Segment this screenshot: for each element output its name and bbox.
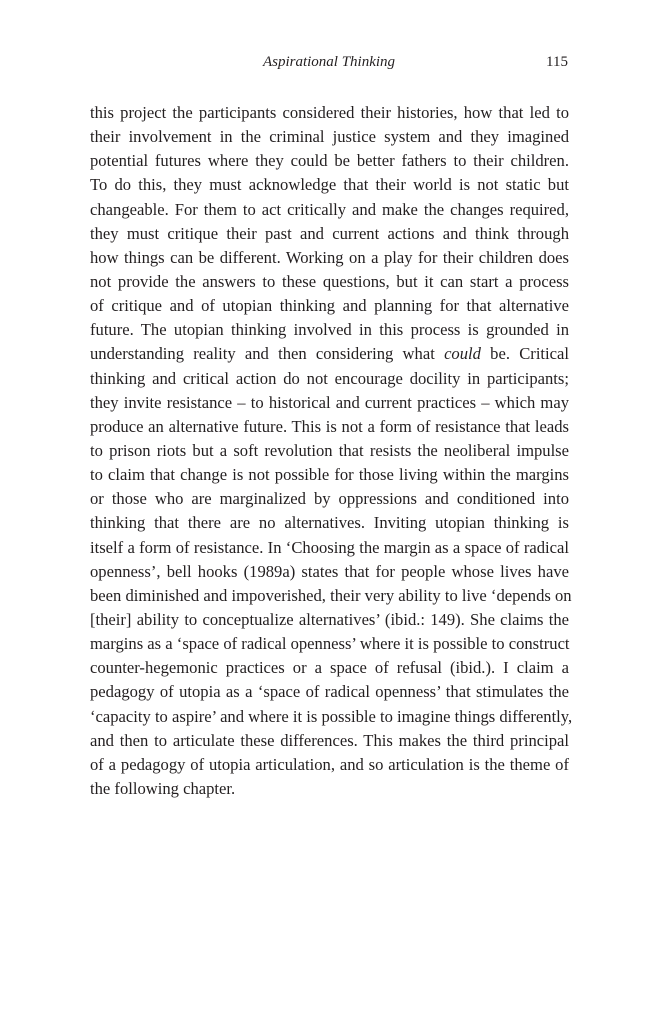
- running-title: Aspirational Thinking: [262, 54, 396, 70]
- text-line: or those who are marginalized by oppressions and conditioned into: [90, 489, 569, 509]
- text-line: potential futures where they could be better fathers to their children.: [90, 151, 569, 171]
- text-line: been diminished and impoverished, their very ability to live ‘depends on: [90, 585, 572, 605]
- page-number: 115: [546, 54, 568, 70]
- text-line: they must critique their past and current actions and think through: [90, 223, 569, 243]
- text-segment: understanding reality and then considering what: [90, 344, 445, 364]
- text-line: to claim that change is not possible for those living within the margins: [90, 465, 569, 485]
- running-header: [90, 52, 568, 72]
- text-line: margins as a ‘space of radical openness’ where it is possible to construct: [90, 634, 570, 654]
- text-line: openness’, bell hooks (1989a) states that for people whose lives have: [90, 561, 569, 581]
- text-line: their involvement in the criminal justice system and they imagined: [90, 127, 569, 147]
- text-line: of critique and of utopian thinking and planning for that alternative: [90, 296, 569, 316]
- text-line: produce an alternative future. This is not a form of resistance that leads: [90, 416, 569, 436]
- text-line: [their] ability to conceptualize alternatives’ (ibid.: 149). She claims the: [90, 609, 569, 629]
- text-line: they invite resistance – to historical and current practices – which may: [90, 392, 569, 412]
- text-line: how things can be different. Working on a play for their children does: [90, 247, 569, 267]
- text-line: changeable. For them to act critically and make the changes required,: [90, 199, 569, 219]
- body-paragraph: [90, 101, 573, 801]
- text-line: to prison riots but a soft revolution that resists the neoliberal impulse: [90, 440, 569, 460]
- text-line: thinking and critical action do not encourage docility in participants;: [90, 368, 569, 388]
- text-line: of a pedagogy of utopia articulation, and so articulation is the theme of: [90, 754, 569, 774]
- text-segment: be. Critical: [480, 344, 569, 364]
- text-line: thinking that there are no alternatives. Inviting utopian thinking is: [90, 513, 569, 533]
- emphasis-word: could: [444, 344, 481, 364]
- text-line: counter-hegemonic practices or a space of refusal (ibid.). I claim a: [90, 658, 569, 678]
- text-line: itself a form of resistance. In ‘Choosing the margin as a space of radical: [90, 537, 569, 557]
- text-line: To do this, they must acknowledge that their world is not static but: [90, 175, 569, 195]
- text-line: ‘capacity to aspire’ and where it is possible to imagine things differently,: [90, 706, 573, 726]
- text-line: this project the participants considered their histories, how that led to: [90, 103, 569, 122]
- text-line: future. The utopian thinking involved in this process is grounded in: [90, 320, 569, 340]
- text-line: not provide the answers to these questions, but it can start a process: [90, 271, 569, 291]
- text-line: [90, 342, 569, 366]
- text-line: pedagogy of utopia as a ‘space of radical openness’ that stimulates the: [90, 682, 569, 702]
- text-line: and then to articulate these differences. This makes the third principal: [90, 730, 569, 750]
- text-line: the following chapter.: [90, 778, 236, 798]
